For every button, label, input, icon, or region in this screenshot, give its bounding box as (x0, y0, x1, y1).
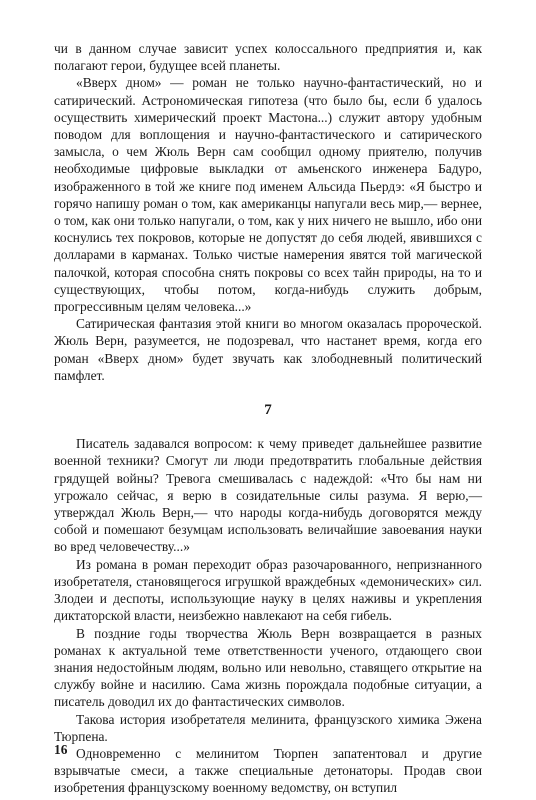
book-page (54, 40, 482, 797)
paragraph-melinite: Одновременно с мелинитом Тюрпен запатентовал и другие взрывчатые смеси, а также специальные детонаторы. Продав свои изобретения французскому военному ведомству, он вступил (54, 745, 482, 796)
section-number: 7 (264, 402, 272, 419)
paragraph-inventor: Из романа в роман переходит образ разочарованного, непризнанного изобретателя, становящегося игрушкой враждебных «демонических» сил. Злодеи и деспоты, использующие науку в целях наживы и укрепления диктаторской власти, неизбежно навлекают на себя гибель. (54, 556, 482, 624)
paragraph-satire: Сатирическая фантазия этой книги во многом оказалась пророческой. Жюль Верн, разумеется, не подозревал, что настанет время, когда его роман «Вверх дном» будет звучать как злободневный политический памфлет. (54, 316, 482, 383)
paragraph-continuation: чи в данном случае зависит успех колоссального предприятия и, как полагают герои, будущее всей планеты. (54, 41, 482, 74)
paragraph-turpin-story: Такова история изобретателя мелинита, французского химика Эжена Тюрпена. (54, 711, 482, 744)
paragraph-late-years: В поздние годы творчества Жюль Верн возвращается в разных романах к актуальной теме ответственности ученого, отдающего свои знания недостойным людям, вольно или невольно, ставящего открытие на службу войне и насилию. Сама жизнь порождала подобные ситуации, а писатель доводил их до фантастических символов. (54, 625, 482, 710)
paragraph-military-tech: Писатель задавался вопросом: к чему приведет дальнейшее развитие военной техники? Смогут ли люди предотвратить глобальные действия грядущей войны? Тревога смешивалась с надеждой: «Что бы нам ни угрожало сейчас, я верю в созидательные силы разума. Я верю,— утверждал Жюль Верн,— что народы когда-нибудь договорятся между собой и помешают безумцам использовать величайшие завоевания науки во вред человечеству...» (54, 436, 482, 555)
page-number: 16 (54, 742, 68, 757)
paragraph-vverkh-dnom: «Вверх дном» — роман не только научно-фантастический, но и сатирический. Астрономическая гипотеза (что было бы, если б удалось осуществить химерический проект Мастона...) служит автору удобным поводом для воплощения и научно-фантастического и сатирического замысла, о чем Жюль Верн сам сообщил одному приятелю, получив необходимые цифровые выкладки от амьенского инженера Бадуро, изображенного в той же книге под именем Альсида Пьердэ: «Я быстро и горячо напишу роман о том, как американцы напугали весь мир,— вернее, о том, как они только напугали, о том, как у них ничего не вышло, ибо они коснулись тех покровов, которые не допустят до себя людей, явившихся с долларами в карманах. Только чистые намерения явятся той магической палочкой, которая способна снять покровы со всех тайн природы, на то и существующих, чтобы потом, когда-нибудь служить добрым, прогрессивным целям человека...» (54, 75, 482, 315)
